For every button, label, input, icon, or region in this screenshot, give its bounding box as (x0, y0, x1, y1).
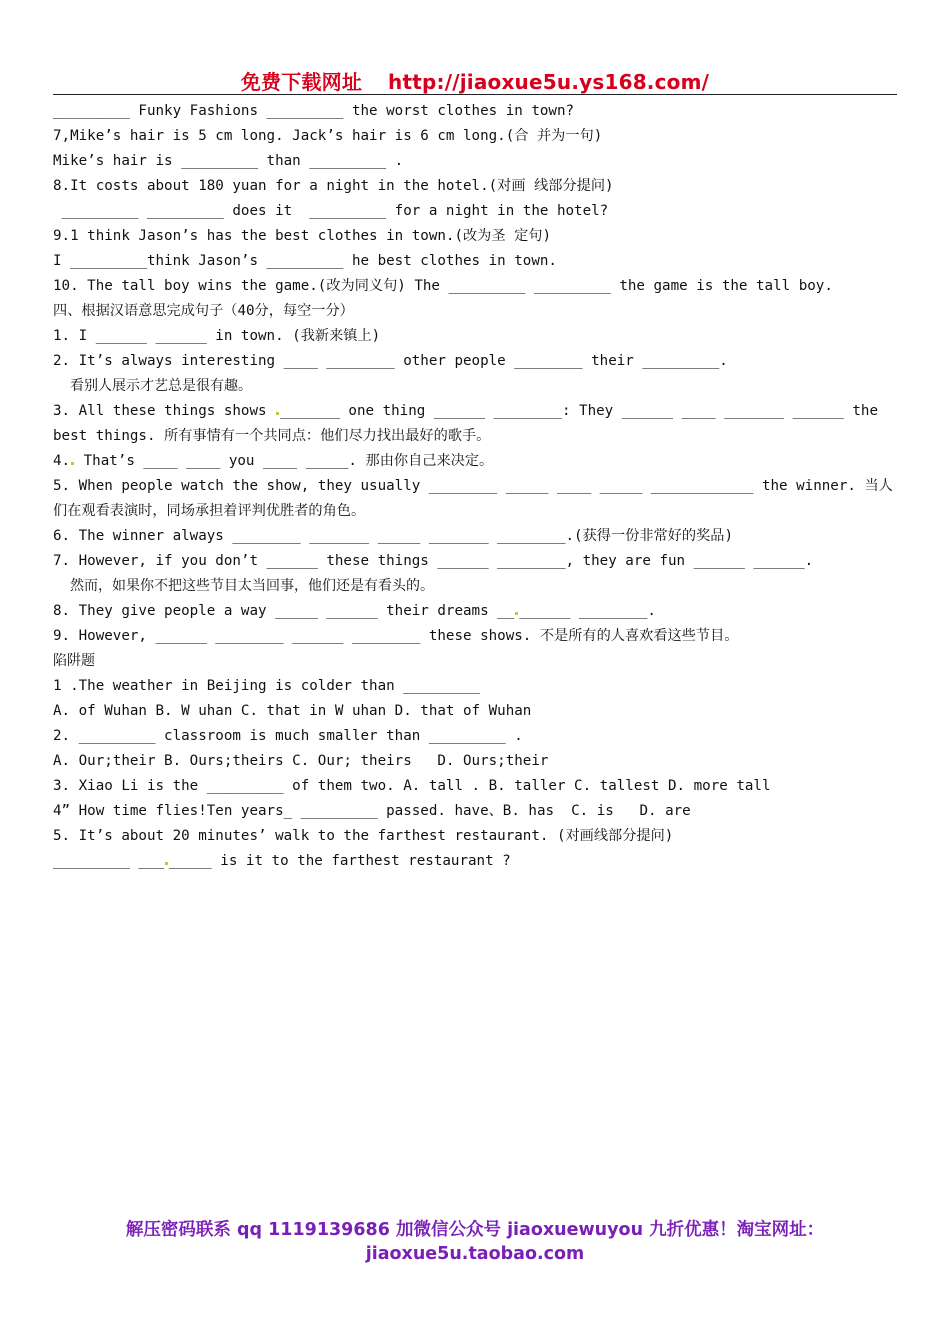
header-url-link[interactable]: http://jiaoxue5u.ys168.com/ (388, 70, 710, 94)
speck-mark (165, 862, 168, 865)
trap-q2: 2. _________ classroom is much smaller than _________ . (53, 728, 523, 744)
q9-answer: I _________think Jason’s _________ he best clothes in town. (53, 253, 557, 269)
s4-item-3-translation: best things. 所有事情有一个共同点：他们尽力找出最好的歌手。 (53, 428, 491, 444)
footer-contact-line: 解压密码联系 qq 1119139686 加微信公众号 jiaoxuewuyou 九折优惠！淘宝网址： (125, 1220, 825, 1240)
s4-item-1: 1. I ______ ______ in town. (我新来镇上) (53, 328, 381, 344)
s4-item-9: 9. However, ______ ________ ______ ________ these shows. 不是所有的人喜欢看这些节目。 (53, 628, 739, 644)
header-divider (53, 94, 897, 95)
s4-item-7-translation: 然而，如果你不把这些节目太当回事，他们还是有看头的。 (70, 578, 434, 594)
s4-item-7: 7. However, if you don’t ______ these things ______ ________, they are fun ______ ______. (53, 553, 814, 569)
trap-section-heading: 陷阱题 (53, 653, 95, 669)
s4-item-2: 2. It’s always interesting ____ ________ other people ________ their _________. (53, 353, 728, 369)
q8-answer: _________ _________ does it _________ for a night in the hotel? (53, 203, 609, 219)
q10-prompt: 10. The tall boy wins the game.(改为同义句) The _________ _________ the game is the tall boy. (53, 278, 833, 294)
worksheet-body (53, 99, 898, 874)
q9-prompt: 9.1 think Jason’s has the best clothes in town.(改为圣 定句) (53, 228, 552, 244)
s4-item-6: 6. The winner always ________ _______ _____ _______ ________.(获得一份非常好的奖品) (53, 528, 733, 544)
q7-prompt: 7,Mike’s hair is 5 cm long. Jack’s hair is 6 cm long.(合 并为一句) (53, 128, 603, 144)
speck-mark (71, 462, 74, 465)
s4-item-5: 5. When people watch the show, they usually ________ _____ ____ _____ ____________ the winner. 当人 (53, 478, 893, 494)
s4-item-5-translation: 们在观看表演时，同场承担着评判优胜者的角色。 (53, 503, 366, 519)
q6-continuation: _________ Funky Fashions _________ the worst clothes in town? (53, 103, 575, 119)
s4-item-8: 8. They give people a way _____ ______ their dreams __ ______ ________. (53, 603, 656, 619)
trap-q5: 5. It’s about 20 minutes’ walk to the farthest restaurant. (对画线部分提问) (53, 828, 674, 844)
header-label: 免费下载网址 (240, 70, 363, 94)
trap-q5-answer: _________ ___ _____ is it to the farthest restaurant ? (53, 853, 511, 869)
section-four-heading: 四、根据汉语意思完成句子（40分，每空一分） (53, 303, 354, 319)
page-footer (0, 1218, 950, 1266)
s4-item-4: 4. That’s ____ ____ you ____ _____. 那由你自己来决定。 (53, 453, 494, 469)
q7-answer: Mike’s hair is _________ than _________ . (53, 153, 404, 169)
speck-mark (276, 412, 279, 415)
page-header (0, 66, 950, 95)
trap-q1: 1 .The weather in Beijing is colder than _________ (53, 678, 481, 694)
q8-prompt: 8.It costs about 180 yuan for a night in the hotel.(对画 线部分提问) (53, 178, 614, 194)
trap-q2-options: A. Our;their B. Ours;theirs C. Our; theirs D. Ours;their (53, 753, 549, 769)
speck-mark (515, 612, 518, 615)
trap-q4: 4” How time flies!Ten years_ _________ passed. have、B. has C. is D. are (53, 803, 691, 819)
s4-item-3: 3. All these things shows _______ one thing ______ ________: They ______ ____ _______ ______ the (53, 403, 879, 419)
trap-q1-options: A. of Wuhan B. W uhan C. that in W uhan D. that of Wuhan (53, 703, 532, 719)
s4-item-2-translation: 看别人展示才艺总是很有趣。 (70, 378, 252, 394)
trap-q3: 3. Xiao Li is the _________ of them two. A. tall . B. taller C. tallest D. more tall (53, 778, 771, 794)
footer-shop-link[interactable]: jiaoxue5u.taobao.com (365, 1244, 585, 1264)
